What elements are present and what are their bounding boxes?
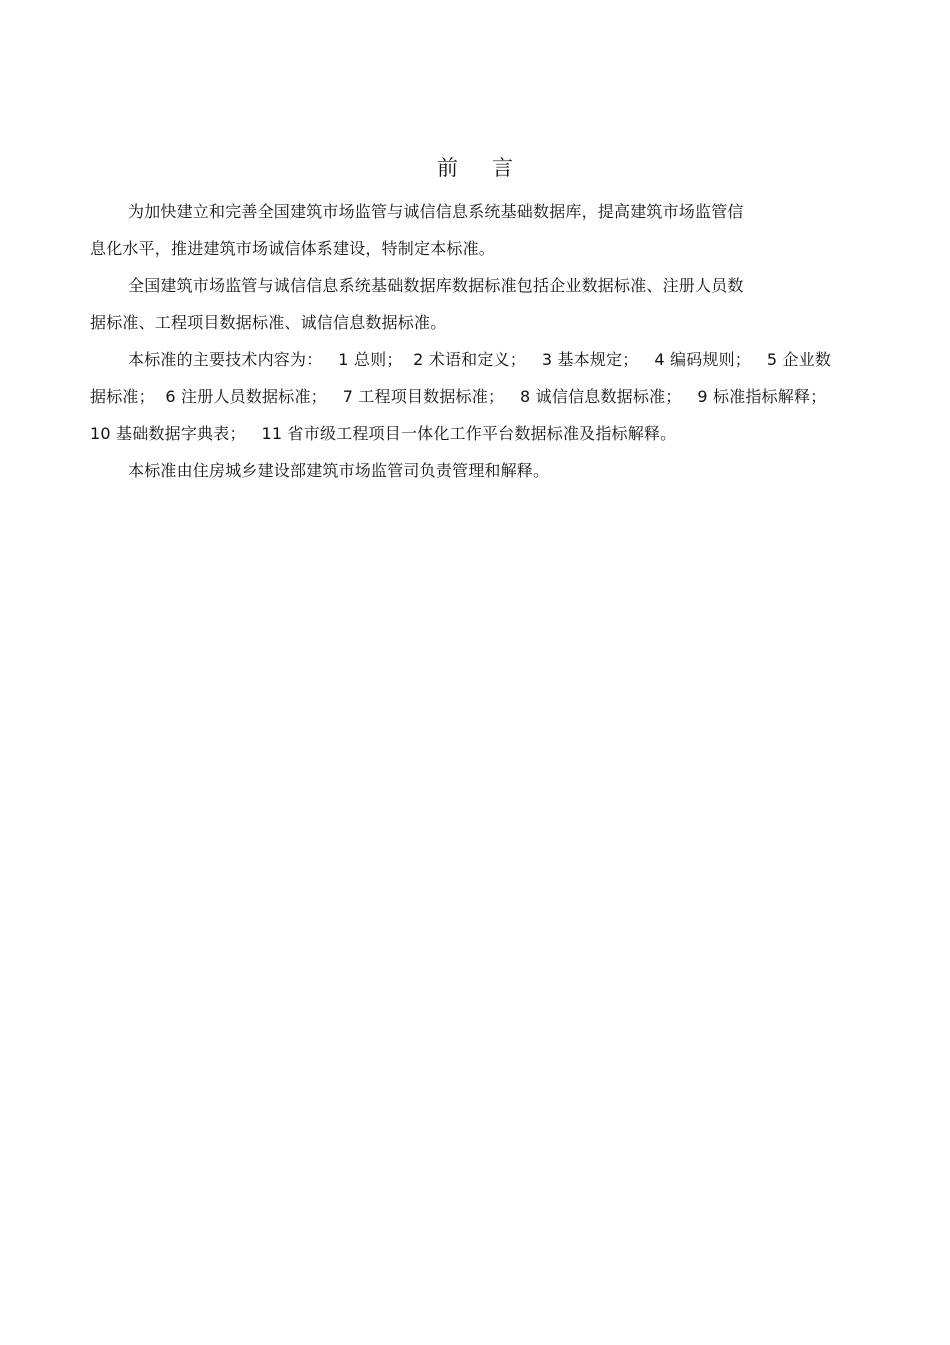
paragraph-line: 10 基础数据字典表； 11 省市级工程项目一体化工作平台数据标准及指标解释。	[90, 424, 677, 443]
paragraph-line: 据标准； 6 注册人员数据标准； 7 工程项目数据标准； 8 诚信信息数据标准； 9 标准指标解释；	[90, 387, 827, 406]
paragraph-line: 息化水平，推进建筑市场诚信体系建设，特制定本标准。	[90, 239, 496, 258]
paragraph-contents	[90, 341, 860, 452]
paragraph-purpose	[90, 193, 860, 267]
title-char-1: 前	[437, 156, 458, 180]
paragraph-scope	[90, 267, 860, 341]
paragraph-line: 本标准由住房城乡建设部建筑市场监管司负责管理和解释。	[128, 461, 550, 480]
paragraph-line: 为加快建立和完善全国建筑市场监管与诚信信息系统基础数据库，提高建筑市场监管信	[128, 202, 744, 221]
page-title	[0, 151, 950, 185]
paragraph-management	[90, 452, 860, 489]
paragraph-line: 全国建筑市场监管与诚信信息系统基础数据库数据标准包括企业数据标准、注册人员数	[128, 276, 744, 295]
paragraph-line: 本标准的主要技术内容为： 1 总则； 2 术语和定义； 3 基本规定； 4 编码规则； 5 企业数	[128, 350, 832, 369]
paragraph-line: 据标准、工程项目数据标准、诚信信息数据标准。	[90, 313, 447, 332]
title-char-2: 言	[492, 156, 513, 180]
